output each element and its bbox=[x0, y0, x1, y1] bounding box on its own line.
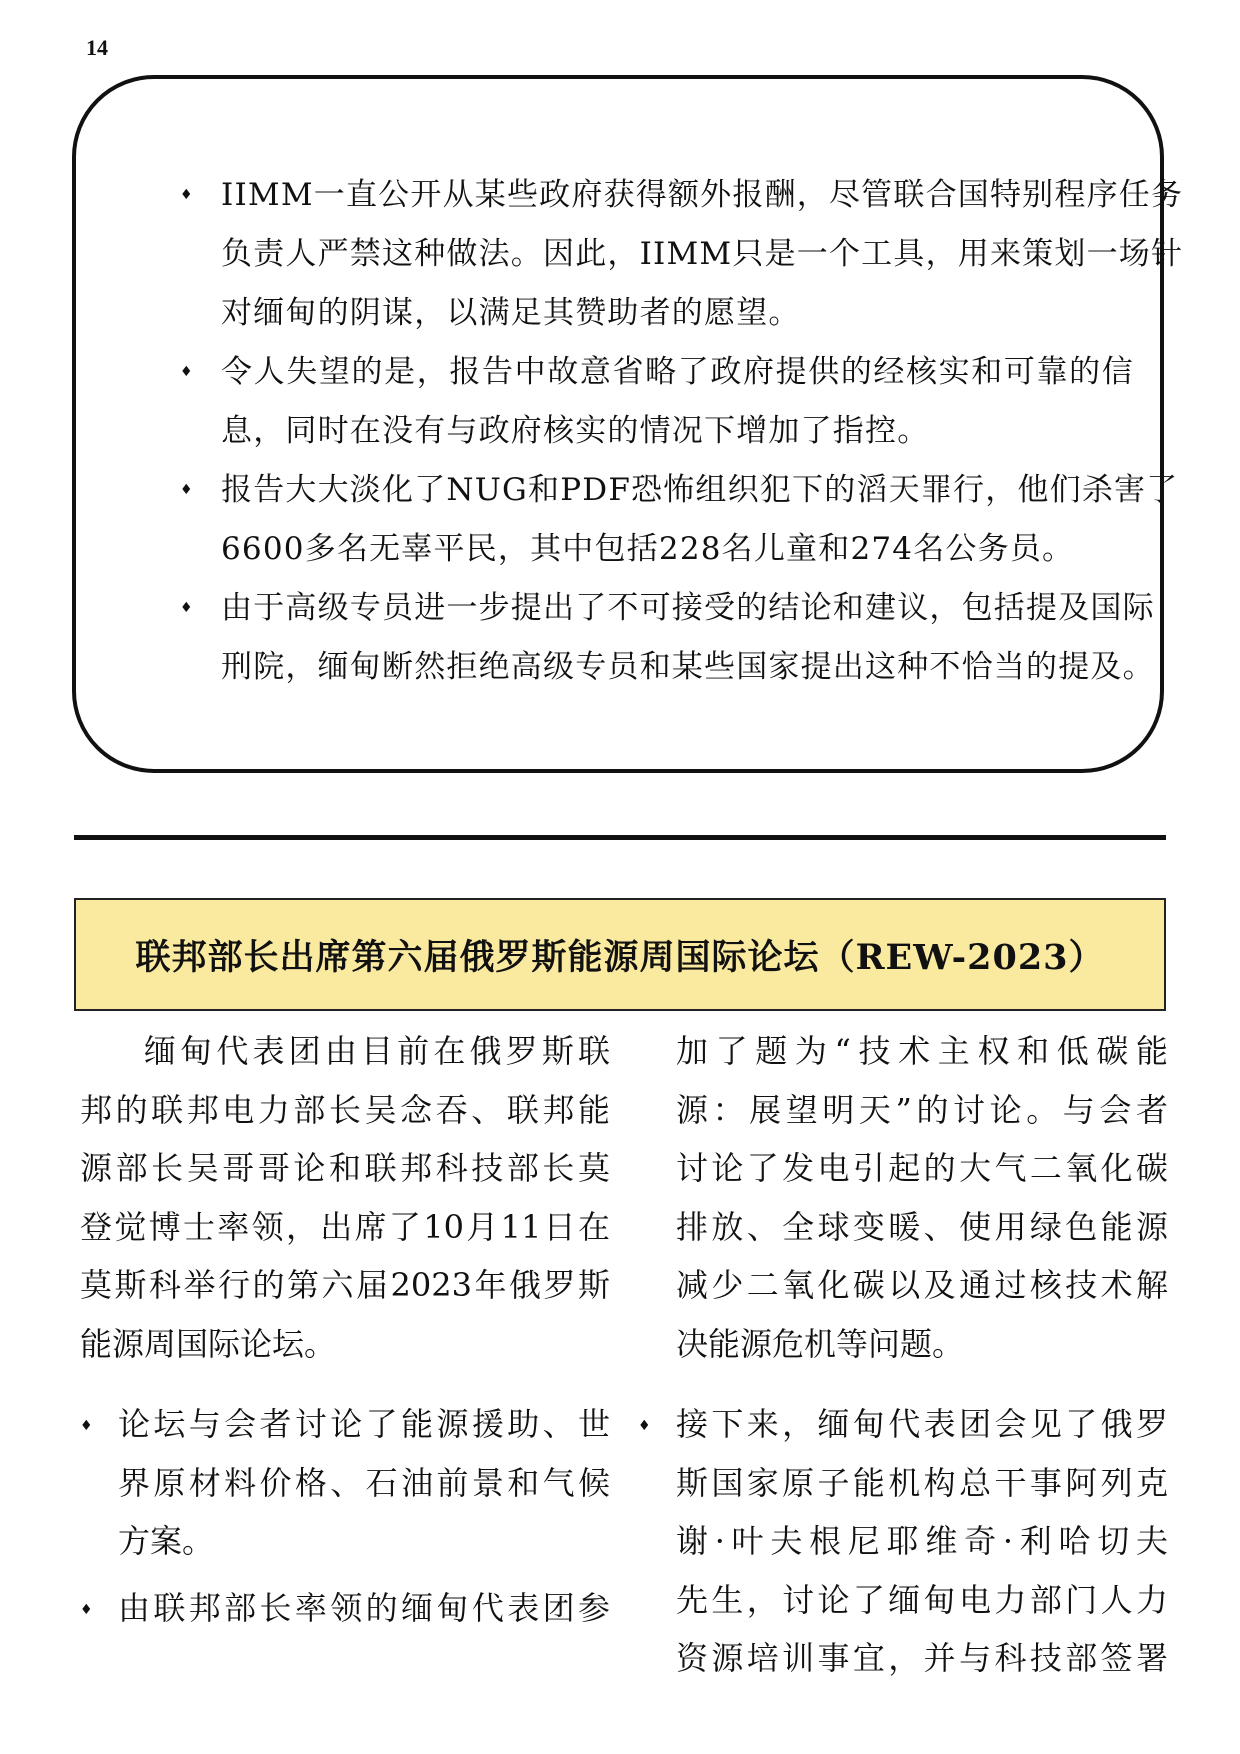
list-item bbox=[80, 1395, 610, 1571]
paragraph-line: 决能源危机等问题。 bbox=[676, 1324, 965, 1363]
callout-bullet-item bbox=[151, 166, 1184, 343]
callout-text-line: 负责人严禁这种做法。因此，IIMM只是一个工具，用来策划一场针 bbox=[221, 236, 1184, 272]
diamond-bullet-icon: ♦ bbox=[180, 600, 193, 616]
diamond-bullet-icon: ♦ bbox=[180, 482, 193, 498]
article-headline-box bbox=[74, 898, 1166, 1011]
intro-paragraph bbox=[80, 1022, 610, 1373]
diamond-bullet-icon: ♦ bbox=[638, 1418, 651, 1434]
diamond-bullet-icon: ♦ bbox=[180, 187, 193, 203]
paragraph-line: 方案。 bbox=[118, 1522, 215, 1560]
paragraph-line: 能源周国际论坛。 bbox=[80, 1324, 337, 1363]
paragraph-line: 接下来，缅甸代表团会见了俄罗 bbox=[676, 1405, 1168, 1443]
paragraph-line: 由联邦部长率领的缅甸代表团参 bbox=[118, 1588, 610, 1627]
callout-text-line: 令人失望的是，报告中故意省略了政府提供的经核实和可靠的信 bbox=[221, 354, 1134, 390]
callout-text-line: 刑院，缅甸断然拒绝高级专员和某些国家提出这种不恰当的提及。 bbox=[221, 649, 1155, 685]
callout-bullet-item bbox=[151, 579, 1155, 697]
callout-bullet-list bbox=[76, 166, 1184, 697]
paragraph-line: 缅甸代表团由目前在俄罗斯联 bbox=[144, 1032, 610, 1070]
callout-text-line: 6600多名无辜平民，其中包括228名儿童和274名公务员。 bbox=[221, 531, 1075, 567]
callout-text-line: 由于高级专员进一步提出了不可接受的结论和建议，包括提及国际 bbox=[221, 590, 1155, 626]
paragraph-line: 加了题为“技术主权和低碳能 bbox=[676, 1032, 1168, 1070]
paragraph-line: 莫斯科举行的第六届2023年俄罗斯 bbox=[80, 1266, 610, 1304]
callout-text-line: 息，同时在没有与政府核实的情况下增加了指控。 bbox=[221, 413, 930, 449]
callout-bullet-item bbox=[151, 343, 1134, 461]
paragraph-line: 论坛与会者讨论了能源援助、世 bbox=[118, 1405, 610, 1443]
article-headline: 联邦部长出席第六届俄罗斯能源周国际论坛（REW-2023） bbox=[135, 936, 1105, 978]
paragraph-line: 界原材料价格、石油前景和气候 bbox=[118, 1463, 610, 1502]
list-item bbox=[638, 1395, 1168, 1688]
paragraph-line: 减少二氧化碳以及通过核技术解 bbox=[676, 1266, 1168, 1304]
paragraph-line: 资源培训事宜，并与科技部签署 bbox=[676, 1639, 1168, 1677]
paragraph-line: 斯国家原子能机构总干事阿列克 bbox=[676, 1463, 1168, 1502]
callout-box bbox=[72, 75, 1184, 773]
article-right-column bbox=[638, 1022, 1168, 1688]
paragraph-line: 登觉博士率领，出席了10月11日在 bbox=[80, 1207, 610, 1246]
continued-paragraph bbox=[638, 1022, 1168, 1373]
section-divider bbox=[74, 835, 1166, 840]
callout-text-line: IIMM一直公开从某些政府获得额外报酬，尽管联合国特别程序任务 bbox=[221, 177, 1184, 213]
paragraph-line: 谢·叶夫根尼耶维奇·利哈切夫 bbox=[676, 1522, 1168, 1560]
diamond-bullet-icon: ♦ bbox=[80, 1418, 93, 1434]
diamond-bullet-icon: ♦ bbox=[80, 1601, 93, 1618]
paragraph-line: 排放、全球变暖、使用绿色能源 bbox=[676, 1207, 1168, 1246]
right-bullet-list bbox=[638, 1395, 1168, 1688]
callout-bullet-item bbox=[151, 461, 1179, 579]
diamond-bullet-icon: ♦ bbox=[180, 364, 193, 380]
paragraph-line: 源：展望明天”的讨论。与会者 bbox=[676, 1090, 1168, 1129]
paragraph-line: 讨论了发电引起的大气二氧化碳 bbox=[676, 1149, 1168, 1187]
paragraph-line: 源部长吴哥哥论和联邦科技部长莫 bbox=[80, 1149, 610, 1187]
article-left-column bbox=[80, 1022, 610, 1637]
callout-text-line: 对缅甸的阴谋，以满足其赞助者的愿望。 bbox=[221, 295, 801, 331]
page-number: 14 bbox=[86, 35, 108, 60]
left-bullet-list bbox=[80, 1395, 610, 1637]
list-item bbox=[80, 1579, 610, 1638]
callout-text-line: 报告大大淡化了NUG和PDF恐怖组织犯下的滔天罪行，他们杀害了 bbox=[221, 472, 1179, 508]
paragraph-line: 先生，讨论了缅甸电力部门人力 bbox=[676, 1580, 1168, 1619]
paragraph-line: 邦的联邦电力部长吴念吞、联邦能 bbox=[80, 1090, 610, 1129]
